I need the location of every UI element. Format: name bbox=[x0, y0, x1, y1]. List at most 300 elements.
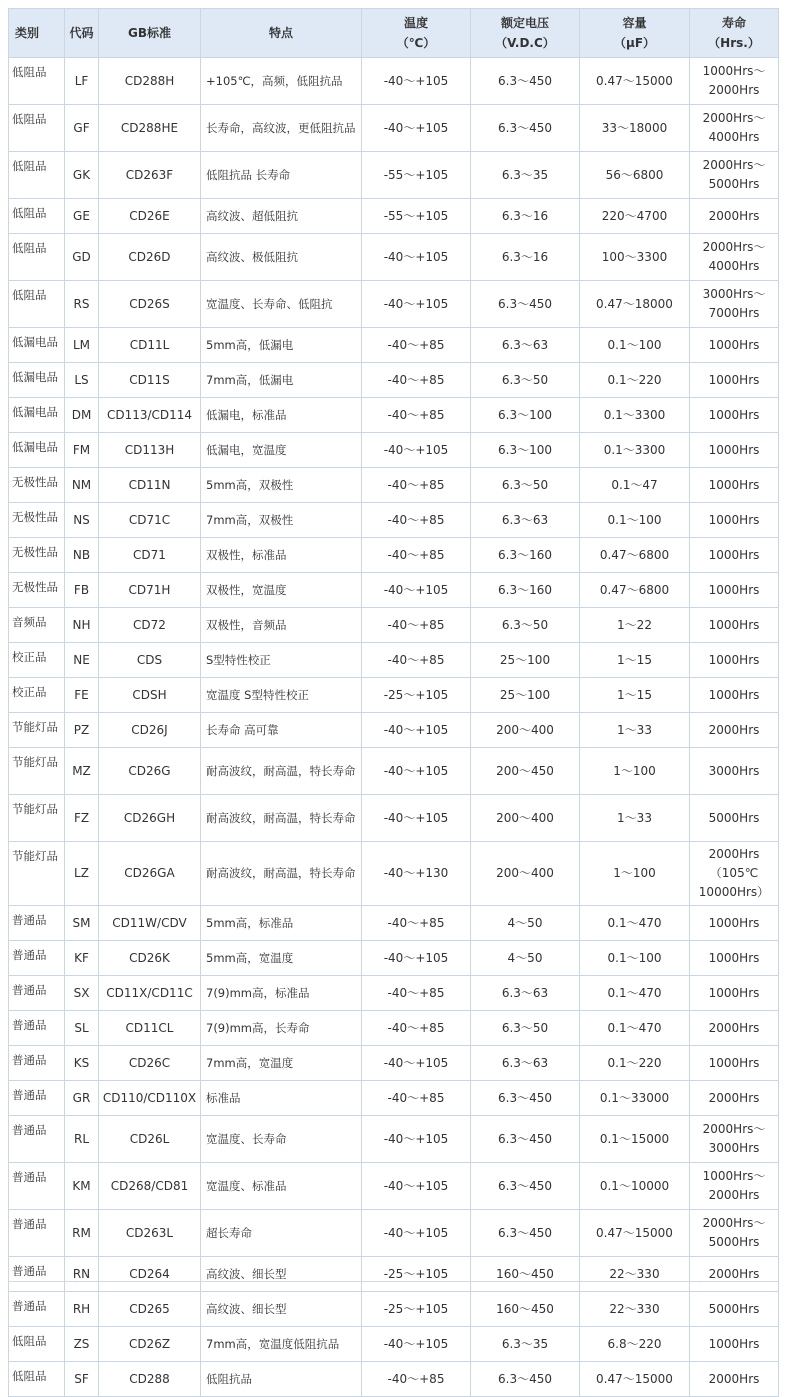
cell-gb: CD288H bbox=[99, 58, 201, 105]
cell-features: 5mm高，双极性 bbox=[201, 468, 362, 503]
cell-temp: -40～+105 bbox=[362, 1116, 471, 1163]
cell-capacity: 0.1～470 bbox=[580, 976, 690, 1011]
cell-temp: -40～+105 bbox=[362, 573, 471, 608]
cell-life: 2000Hrs～4000Hrs bbox=[690, 105, 779, 152]
table-row bbox=[9, 398, 779, 433]
cell-gb: CD264 bbox=[99, 1257, 201, 1292]
table-row bbox=[9, 643, 779, 678]
cell-features: 耐高波纹，耐高温，特长寿命 bbox=[201, 795, 362, 842]
cell-features: 高纹波、细长型 bbox=[201, 1257, 362, 1292]
cell-life: 1000Hrs bbox=[690, 678, 779, 713]
cell-voltage: 160～450 bbox=[471, 1257, 580, 1292]
cell-voltage: 6.3～450 bbox=[471, 281, 580, 328]
table-row bbox=[9, 678, 779, 713]
header-capacity-label: 容量 bbox=[622, 16, 647, 30]
cell-life: 3000Hrs～7000Hrs bbox=[690, 281, 779, 328]
cell-category: 普通品 bbox=[9, 976, 65, 1011]
cell-life: 1000Hrs bbox=[690, 538, 779, 573]
cell-voltage: 6.3～450 bbox=[471, 1362, 580, 1397]
cell-life: 2000Hrs～5000Hrs bbox=[690, 1210, 779, 1257]
cell-capacity: 1～33 bbox=[580, 795, 690, 842]
cell-life: 2000Hrs bbox=[690, 713, 779, 748]
cell-category: 普通品 bbox=[9, 1163, 65, 1210]
cell-voltage: 6.3～63 bbox=[471, 503, 580, 538]
cell-capacity: 33～18000 bbox=[580, 105, 690, 152]
table-row bbox=[9, 1081, 779, 1116]
cell-gb: CD26GA bbox=[99, 842, 201, 906]
cell-features: 双极性，宽温度 bbox=[201, 573, 362, 608]
cell-temp: -40～+85 bbox=[362, 328, 471, 363]
cell-voltage: 6.3～160 bbox=[471, 573, 580, 608]
cell-code: DM bbox=[65, 398, 99, 433]
cell-voltage: 25～100 bbox=[471, 643, 580, 678]
cell-voltage: 6.3～35 bbox=[471, 1327, 580, 1362]
cell-features: 低漏电，宽温度 bbox=[201, 433, 362, 468]
cell-capacity: 0.47～6800 bbox=[580, 538, 690, 573]
cell-features: 宽温度 S型特性校正 bbox=[201, 678, 362, 713]
cell-temp: -40～+85 bbox=[362, 538, 471, 573]
cell-capacity: 1～15 bbox=[580, 643, 690, 678]
cell-life: 2000Hrs bbox=[690, 1081, 779, 1116]
cell-category: 普通品 bbox=[9, 941, 65, 976]
cell-features: 宽温度、长寿命 bbox=[201, 1116, 362, 1163]
cell-category: 节能灯品 bbox=[9, 713, 65, 748]
cell-category: 低阻品 bbox=[9, 234, 65, 281]
cell-life: 1000Hrs～2000Hrs bbox=[690, 58, 779, 105]
table-row bbox=[9, 1327, 779, 1362]
cell-capacity: 0.1～3300 bbox=[580, 398, 690, 433]
cell-code: NM bbox=[65, 468, 99, 503]
cell-features: +105℃，高频，低阻抗品 bbox=[201, 58, 362, 105]
cell-life: 1000Hrs bbox=[690, 1046, 779, 1081]
cell-gb: CD72 bbox=[99, 608, 201, 643]
cell-features: 双极性，标准品 bbox=[201, 538, 362, 573]
cell-life: 1000Hrs bbox=[690, 573, 779, 608]
cell-features: 低阻抗品 长寿命 bbox=[201, 152, 362, 199]
cell-features: 低漏电，标准品 bbox=[201, 398, 362, 433]
cell-capacity: 0.1～470 bbox=[580, 1011, 690, 1046]
cell-gb: CD26G bbox=[99, 748, 201, 795]
cell-features: 长寿命，高纹波，更低阻抗品 bbox=[201, 105, 362, 152]
cell-gb: CDSH bbox=[99, 678, 201, 713]
cell-gb: CD110/CD110X bbox=[99, 1081, 201, 1116]
cell-temp: -40～+130 bbox=[362, 842, 471, 906]
cell-life: 1000Hrs bbox=[690, 468, 779, 503]
cell-category: 低阻品 bbox=[9, 105, 65, 152]
cell-gb: CD26GH bbox=[99, 795, 201, 842]
cell-code: GK bbox=[65, 152, 99, 199]
cell-gb: CD11L bbox=[99, 328, 201, 363]
cell-capacity: 1～100 bbox=[580, 842, 690, 906]
cell-gb: CD26J bbox=[99, 713, 201, 748]
cell-voltage: 160～450 bbox=[471, 1292, 580, 1327]
cell-code: RS bbox=[65, 281, 99, 328]
cell-category: 普通品 bbox=[9, 906, 65, 941]
cell-capacity: 0.1～100 bbox=[580, 941, 690, 976]
cell-voltage: 6.3～100 bbox=[471, 398, 580, 433]
cell-code: SM bbox=[65, 906, 99, 941]
cell-code: FB bbox=[65, 573, 99, 608]
table-row bbox=[9, 976, 779, 1011]
cell-life: 1000Hrs bbox=[690, 433, 779, 468]
cell-category: 低漏电品 bbox=[9, 398, 65, 433]
header-voltage-label: 额定电压 bbox=[500, 16, 549, 30]
capacitor-spec-table bbox=[8, 8, 779, 1397]
cell-category: 普通品 bbox=[9, 1257, 65, 1292]
cell-temp: -55～+105 bbox=[362, 199, 471, 234]
cell-life: 1000Hrs bbox=[690, 643, 779, 678]
cell-gb: CD11CL bbox=[99, 1011, 201, 1046]
bottom-divider bbox=[8, 1281, 778, 1282]
cell-code: LF bbox=[65, 58, 99, 105]
cell-category: 低阻品 bbox=[9, 1327, 65, 1362]
cell-temp: -40～+105 bbox=[362, 1046, 471, 1081]
cell-capacity: 0.1～100 bbox=[580, 503, 690, 538]
cell-code: KF bbox=[65, 941, 99, 976]
cell-code: FE bbox=[65, 678, 99, 713]
cell-capacity: 0.1～33000 bbox=[580, 1081, 690, 1116]
cell-capacity: 0.47～18000 bbox=[580, 281, 690, 328]
cell-features: 耐高波纹，耐高温，特长寿命 bbox=[201, 842, 362, 906]
table-row bbox=[9, 1210, 779, 1257]
cell-gb: CD288 bbox=[99, 1362, 201, 1397]
cell-life: 1000Hrs～2000Hrs bbox=[690, 1163, 779, 1210]
cell-features: 双极性，音频品 bbox=[201, 608, 362, 643]
cell-capacity: 0.1～220 bbox=[580, 363, 690, 398]
header-life bbox=[690, 9, 779, 58]
cell-category: 低漏电品 bbox=[9, 328, 65, 363]
cell-temp: -40～+85 bbox=[362, 1081, 471, 1116]
cell-category: 无极性品 bbox=[9, 538, 65, 573]
cell-category: 普通品 bbox=[9, 1116, 65, 1163]
cell-category: 低漏电品 bbox=[9, 363, 65, 398]
cell-voltage: 200～400 bbox=[471, 842, 580, 906]
table-row bbox=[9, 281, 779, 328]
cell-code: NH bbox=[65, 608, 99, 643]
table-row bbox=[9, 503, 779, 538]
table-row bbox=[9, 608, 779, 643]
cell-voltage: 6.3～50 bbox=[471, 1011, 580, 1046]
cell-gb: CD26Z bbox=[99, 1327, 201, 1362]
cell-category: 无极性品 bbox=[9, 503, 65, 538]
cell-temp: -40～+85 bbox=[362, 643, 471, 678]
cell-temp: -40～+85 bbox=[362, 1011, 471, 1046]
cell-category: 普通品 bbox=[9, 1046, 65, 1081]
cell-code: LM bbox=[65, 328, 99, 363]
table-row bbox=[9, 1046, 779, 1081]
cell-features: 7mm高，宽温度低阻抗品 bbox=[201, 1327, 362, 1362]
cell-code: LS bbox=[65, 363, 99, 398]
cell-gb: CDS bbox=[99, 643, 201, 678]
cell-capacity: 220～4700 bbox=[580, 199, 690, 234]
cell-life: 1000Hrs bbox=[690, 906, 779, 941]
cell-features: 5mm高，低漏电 bbox=[201, 328, 362, 363]
cell-category: 低阻品 bbox=[9, 199, 65, 234]
cell-capacity: 1～22 bbox=[580, 608, 690, 643]
header-gb: GB标准 bbox=[99, 9, 201, 58]
cell-features: 耐高波纹，耐高温，特长寿命 bbox=[201, 748, 362, 795]
cell-category: 普通品 bbox=[9, 1011, 65, 1046]
cell-features: 7(9)mm高，长寿命 bbox=[201, 1011, 362, 1046]
cell-gb: CD26S bbox=[99, 281, 201, 328]
cell-code: SF bbox=[65, 1362, 99, 1397]
cell-temp: -40～+105 bbox=[362, 105, 471, 152]
cell-temp: -40～+105 bbox=[362, 941, 471, 976]
cell-voltage: 4～50 bbox=[471, 906, 580, 941]
cell-capacity: 22～330 bbox=[580, 1292, 690, 1327]
cell-voltage: 200～400 bbox=[471, 795, 580, 842]
cell-voltage: 6.3～450 bbox=[471, 1116, 580, 1163]
cell-voltage: 6.3～63 bbox=[471, 328, 580, 363]
cell-gb: CD288HE bbox=[99, 105, 201, 152]
table-row bbox=[9, 1011, 779, 1046]
cell-life: 1000Hrs bbox=[690, 503, 779, 538]
cell-temp: -40～+85 bbox=[362, 468, 471, 503]
cell-life: 1000Hrs bbox=[690, 1327, 779, 1362]
cell-gb: CD268/CD81 bbox=[99, 1163, 201, 1210]
table-row bbox=[9, 1292, 779, 1327]
cell-gb: CD26E bbox=[99, 199, 201, 234]
cell-life: 2000Hrs～5000Hrs bbox=[690, 152, 779, 199]
cell-features: 7mm高，低漏电 bbox=[201, 363, 362, 398]
cell-temp: -25～+105 bbox=[362, 1292, 471, 1327]
cell-code: NS bbox=[65, 503, 99, 538]
cell-life: 2000Hrs～3000Hrs bbox=[690, 1116, 779, 1163]
cell-capacity: 0.47～15000 bbox=[580, 58, 690, 105]
cell-features: 7mm高，双极性 bbox=[201, 503, 362, 538]
cell-capacity: 0.1～470 bbox=[580, 906, 690, 941]
cell-temp: -40～+105 bbox=[362, 433, 471, 468]
cell-features: 高纹波、超低阻抗 bbox=[201, 199, 362, 234]
cell-life: 5000Hrs bbox=[690, 795, 779, 842]
cell-code: GE bbox=[65, 199, 99, 234]
cell-category: 无极性品 bbox=[9, 573, 65, 608]
table-row bbox=[9, 748, 779, 795]
cell-code: GD bbox=[65, 234, 99, 281]
cell-code: GR bbox=[65, 1081, 99, 1116]
cell-temp: -40～+85 bbox=[362, 976, 471, 1011]
cell-voltage: 6.3～450 bbox=[471, 1163, 580, 1210]
header-temp-unit: （℃） bbox=[396, 36, 436, 50]
cell-life: 1000Hrs bbox=[690, 398, 779, 433]
cell-temp: -40～+105 bbox=[362, 281, 471, 328]
cell-code: RM bbox=[65, 1210, 99, 1257]
cell-voltage: 6.3～50 bbox=[471, 468, 580, 503]
cell-gb: CD26K bbox=[99, 941, 201, 976]
cell-code: RH bbox=[65, 1292, 99, 1327]
table-row bbox=[9, 795, 779, 842]
cell-temp: -40～+85 bbox=[362, 503, 471, 538]
table-row bbox=[9, 573, 779, 608]
cell-category: 无极性品 bbox=[9, 468, 65, 503]
cell-life: 2000Hrs bbox=[690, 1011, 779, 1046]
cell-capacity: 100～3300 bbox=[580, 234, 690, 281]
cell-life: 1000Hrs bbox=[690, 941, 779, 976]
cell-capacity: 0.1～15000 bbox=[580, 1116, 690, 1163]
cell-temp: -40～+105 bbox=[362, 795, 471, 842]
cell-temp: -40～+105 bbox=[362, 748, 471, 795]
cell-category: 低阻品 bbox=[9, 152, 65, 199]
cell-code: NB bbox=[65, 538, 99, 573]
cell-gb: CD263L bbox=[99, 1210, 201, 1257]
cell-gb: CD26L bbox=[99, 1116, 201, 1163]
header-voltage bbox=[471, 9, 580, 58]
cell-life: 2000Hrs（105℃ 10000Hrs） bbox=[690, 842, 779, 906]
cell-code: RL bbox=[65, 1116, 99, 1163]
cell-code: SX bbox=[65, 976, 99, 1011]
cell-temp: -40～+105 bbox=[362, 1210, 471, 1257]
cell-voltage: 6.3～450 bbox=[471, 1210, 580, 1257]
cell-code: RN bbox=[65, 1257, 99, 1292]
cell-gb: CD26C bbox=[99, 1046, 201, 1081]
cell-features: 超长寿命 bbox=[201, 1210, 362, 1257]
table-row bbox=[9, 538, 779, 573]
cell-gb: CD26D bbox=[99, 234, 201, 281]
cell-code: LZ bbox=[65, 842, 99, 906]
cell-life: 3000Hrs bbox=[690, 748, 779, 795]
cell-voltage: 6.3～450 bbox=[471, 58, 580, 105]
cell-temp: -40～+85 bbox=[362, 398, 471, 433]
cell-category: 普通品 bbox=[9, 1292, 65, 1327]
table-row bbox=[9, 842, 779, 906]
table-row bbox=[9, 105, 779, 152]
header-capacity bbox=[580, 9, 690, 58]
cell-code: ZS bbox=[65, 1327, 99, 1362]
cell-temp: -40～+85 bbox=[362, 906, 471, 941]
cell-features: 低阻抗品 bbox=[201, 1362, 362, 1397]
cell-voltage: 200～400 bbox=[471, 713, 580, 748]
cell-life: 2000Hrs～4000Hrs bbox=[690, 234, 779, 281]
header-life-unit: （Hrs.） bbox=[708, 36, 760, 50]
cell-category: 低阻品 bbox=[9, 58, 65, 105]
cell-temp: -55～+105 bbox=[362, 152, 471, 199]
cell-category: 节能灯品 bbox=[9, 748, 65, 795]
cell-features: 标准品 bbox=[201, 1081, 362, 1116]
cell-capacity: 1～33 bbox=[580, 713, 690, 748]
cell-gb: CD71 bbox=[99, 538, 201, 573]
cell-category: 校正品 bbox=[9, 678, 65, 713]
cell-category: 校正品 bbox=[9, 643, 65, 678]
cell-voltage: 200～450 bbox=[471, 748, 580, 795]
table-row bbox=[9, 468, 779, 503]
cell-features: 高纹波、细长型 bbox=[201, 1292, 362, 1327]
cell-features: 长寿命 高可靠 bbox=[201, 713, 362, 748]
cell-code: PZ bbox=[65, 713, 99, 748]
header-features: 特点 bbox=[201, 9, 362, 58]
header-category: 类别 bbox=[9, 9, 65, 58]
cell-life: 2000Hrs bbox=[690, 1257, 779, 1292]
cell-code: FM bbox=[65, 433, 99, 468]
table-row bbox=[9, 58, 779, 105]
cell-temp: -40～+105 bbox=[362, 58, 471, 105]
cell-code: KM bbox=[65, 1163, 99, 1210]
cell-code: KS bbox=[65, 1046, 99, 1081]
header-voltage-unit: （V.D.C） bbox=[495, 36, 555, 50]
table-row bbox=[9, 328, 779, 363]
cell-features: 7mm高，宽温度 bbox=[201, 1046, 362, 1081]
cell-temp: -40～+105 bbox=[362, 234, 471, 281]
table-row bbox=[9, 363, 779, 398]
table-row bbox=[9, 713, 779, 748]
cell-category: 低阻品 bbox=[9, 281, 65, 328]
cell-life: 1000Hrs bbox=[690, 976, 779, 1011]
cell-gb: CD11W/CDV bbox=[99, 906, 201, 941]
cell-gb: CD113/CD114 bbox=[99, 398, 201, 433]
cell-category: 普通品 bbox=[9, 1210, 65, 1257]
spec-table-container bbox=[8, 8, 778, 1397]
cell-features: 宽温度、长寿命、低阻抗 bbox=[201, 281, 362, 328]
header-temp bbox=[362, 9, 471, 58]
cell-temp: -25～+105 bbox=[362, 678, 471, 713]
cell-voltage: 6.3～63 bbox=[471, 1046, 580, 1081]
header-temp-label: 温度 bbox=[403, 16, 428, 30]
cell-capacity: 0.47～6800 bbox=[580, 573, 690, 608]
cell-capacity: 1～100 bbox=[580, 748, 690, 795]
cell-features: 高纹波、极低阻抗 bbox=[201, 234, 362, 281]
table-row bbox=[9, 1362, 779, 1397]
table-row bbox=[9, 941, 779, 976]
cell-features: S型特性校正 bbox=[201, 643, 362, 678]
cell-voltage: 6.3～50 bbox=[471, 608, 580, 643]
cell-life: 2000Hrs bbox=[690, 199, 779, 234]
cell-voltage: 6.3～16 bbox=[471, 234, 580, 281]
cell-life: 1000Hrs bbox=[690, 363, 779, 398]
cell-category: 普通品 bbox=[9, 1081, 65, 1116]
table-row bbox=[9, 152, 779, 199]
table-row bbox=[9, 906, 779, 941]
cell-voltage: 6.3～100 bbox=[471, 433, 580, 468]
cell-category: 低阻品 bbox=[9, 1362, 65, 1397]
table-body bbox=[9, 58, 779, 1397]
cell-features: 7(9)mm高，标准品 bbox=[201, 976, 362, 1011]
cell-life: 1000Hrs bbox=[690, 328, 779, 363]
cell-capacity: 22～330 bbox=[580, 1257, 690, 1292]
table-row bbox=[9, 433, 779, 468]
cell-category: 音频品 bbox=[9, 608, 65, 643]
cell-capacity: 0.1～100 bbox=[580, 328, 690, 363]
cell-temp: -25～+105 bbox=[362, 1257, 471, 1292]
table-row bbox=[9, 199, 779, 234]
cell-capacity: 6.8～220 bbox=[580, 1327, 690, 1362]
cell-category: 节能灯品 bbox=[9, 842, 65, 906]
cell-capacity: 0.1～3300 bbox=[580, 433, 690, 468]
cell-code: GF bbox=[65, 105, 99, 152]
cell-category: 低漏电品 bbox=[9, 433, 65, 468]
table-row bbox=[9, 1163, 779, 1210]
cell-capacity: 0.1～47 bbox=[580, 468, 690, 503]
cell-features: 5mm高，宽温度 bbox=[201, 941, 362, 976]
header-code: 代码 bbox=[65, 9, 99, 58]
cell-life: 2000Hrs bbox=[690, 1362, 779, 1397]
cell-gb: CD11S bbox=[99, 363, 201, 398]
cell-capacity: 1～15 bbox=[580, 678, 690, 713]
table-row bbox=[9, 1116, 779, 1163]
cell-capacity: 0.1～10000 bbox=[580, 1163, 690, 1210]
cell-gb: CD11X/CD11C bbox=[99, 976, 201, 1011]
cell-category: 节能灯品 bbox=[9, 795, 65, 842]
cell-gb: CD71C bbox=[99, 503, 201, 538]
cell-temp: -40～+105 bbox=[362, 713, 471, 748]
table-header-row bbox=[9, 9, 779, 58]
cell-voltage: 6.3～450 bbox=[471, 105, 580, 152]
cell-features: 5mm高，标准品 bbox=[201, 906, 362, 941]
cell-voltage: 6.3～160 bbox=[471, 538, 580, 573]
cell-capacity: 0.47～15000 bbox=[580, 1210, 690, 1257]
cell-voltage: 6.3～63 bbox=[471, 976, 580, 1011]
cell-temp: -40～+105 bbox=[362, 1327, 471, 1362]
cell-voltage: 6.3～35 bbox=[471, 152, 580, 199]
cell-gb: CD113H bbox=[99, 433, 201, 468]
